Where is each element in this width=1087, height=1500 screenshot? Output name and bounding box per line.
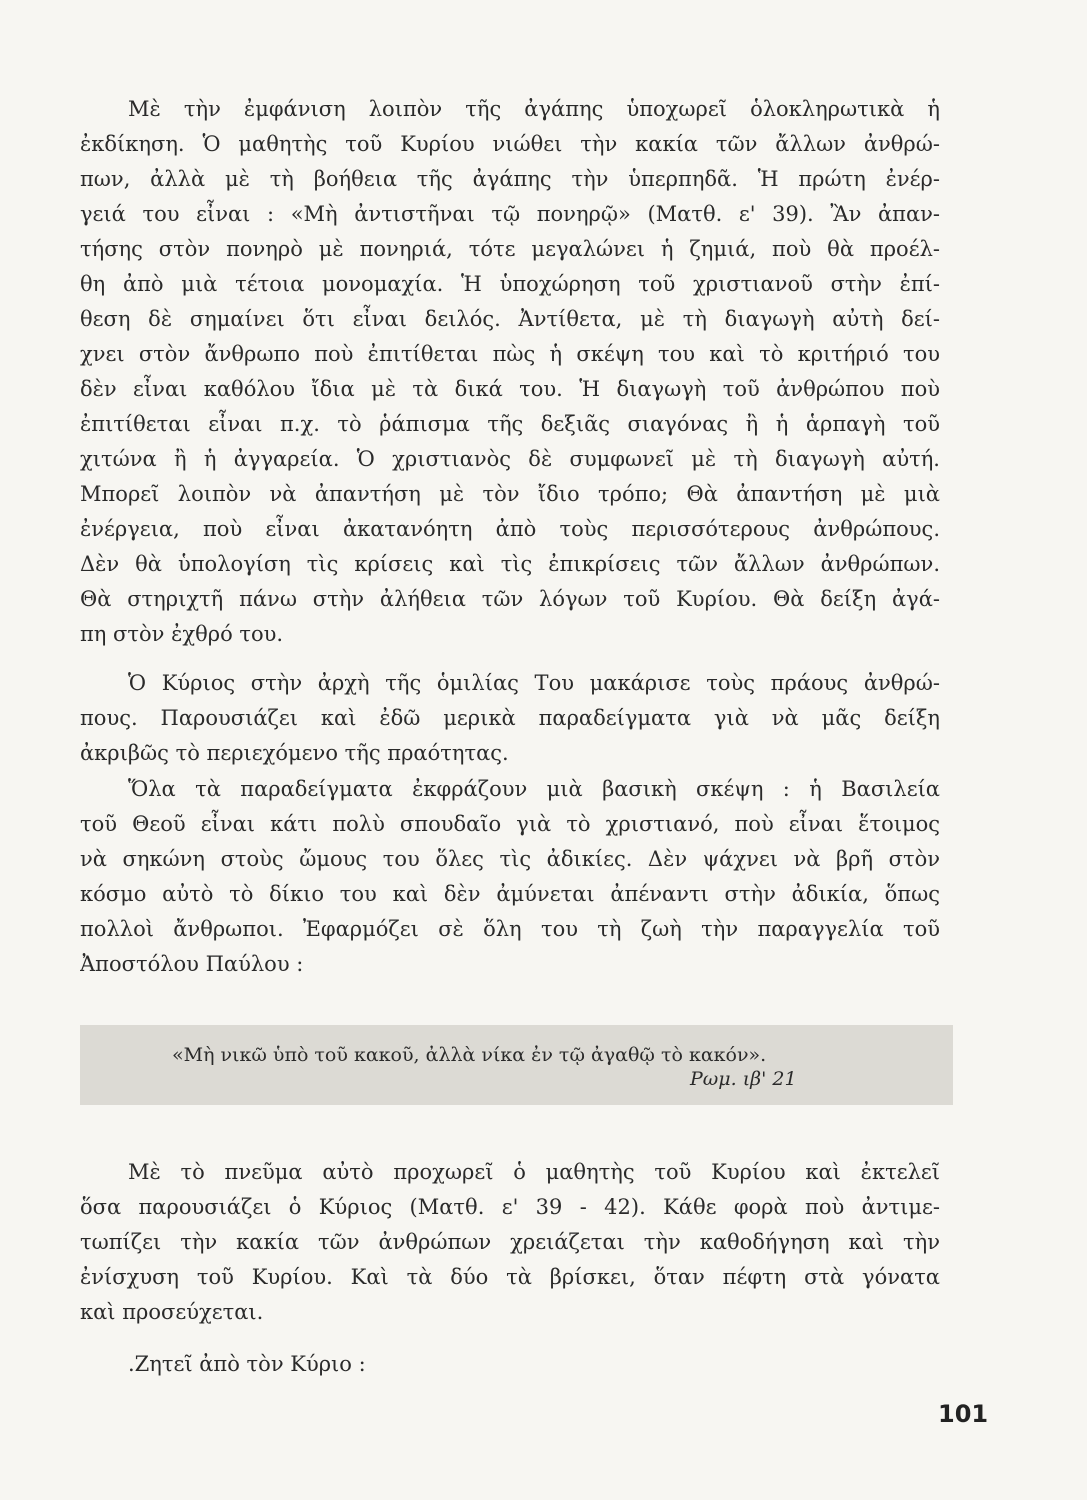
text-line: γειά του εἶναι : «Μὴ ἀντιστῆναι τῷ πονηρῷ» (Ματθ. ε' 39). Ἂν ἀπαν- bbox=[80, 202, 940, 226]
text-line: κόσμο αὐτὸ τὸ δίκιο του καὶ δὲν ἀμύνεται ἀπέναντι στὴν ἀδικία, ὅπως bbox=[80, 882, 940, 906]
text-line: νὰ σηκώνη στοὺς ὤμους του ὅλες τὶς ἀδικίες. Δὲν ψάχνει νὰ βρῆ στὸν bbox=[80, 847, 940, 871]
text-line: θη ἀπὸ μιὰ τέτοια μονομαχία. Ἡ ὑποχώρηση τοῦ χριστιανοῦ στὴν ἐπί- bbox=[80, 272, 940, 296]
text-line: ἐνέργεια, ποὺ εἶναι ἀκατανόητη ἀπὸ τοὺς περισσότερους ἀνθρώπους. bbox=[80, 517, 940, 541]
text-line: ἐκδίκηση. Ὁ μαθητὴς τοῦ Κυρίου νιώθει τὴν κακία τῶν ἄλλων ἀνθρώ- bbox=[80, 132, 940, 156]
text-line: θεση δὲ σημαίνει ὅτι εἶναι δειλός. Ἀντίθετα, μὲ τὴ διαγωγὴ αὐτὴ δεί- bbox=[80, 307, 940, 331]
text-line: ἐνίσχυση τοῦ Κυρίου. Καὶ τὰ δύο τὰ βρίσκει, ὅταν πέφτη στὰ γόνατα bbox=[80, 1265, 940, 1289]
text-line: πων, ἀλλὰ μὲ τὴ βοήθεια τῆς ἀγάπης τὴν ὑπερπηδᾶ. Ἡ πρώτη ἐνέρ- bbox=[80, 167, 940, 191]
text-line: ὅσα παρουσιάζει ὁ Κύριος (Ματθ. ε' 39 - 42). Κάθε φορὰ ποὺ ἀντιμε- bbox=[80, 1195, 940, 1219]
text-line: Ὅλα τὰ παραδείγματα ἐκφράζουν μιὰ βασικὴ σκέψη : ἡ Βασιλεία bbox=[128, 777, 940, 801]
text-line: τωπίζει τὴν κακία τῶν ἀνθρώπων χρειάζεται τὴν καθοδήγηση καὶ τὴν bbox=[80, 1230, 940, 1254]
text-line: δὲν εἶναι καθόλου ἴδια μὲ τὰ δικά του. Ἡ διαγωγὴ τοῦ ἀνθρώπου ποὺ bbox=[80, 377, 940, 401]
text-line: χνει στὸν ἄνθρωπο ποὺ ἐπιτίθεται πὼς ἡ σκέψη του καὶ τὸ κριτήριό του bbox=[80, 342, 940, 366]
text-line: Μὲ τὴν ἐμφάνιση λοιπὸν τῆς ἀγάπης ὑποχωρεῖ ὁλοκληρωτικὰ ἡ bbox=[128, 97, 940, 121]
text-line: Μπορεῖ λοιπὸν νὰ ἀπαντήση μὲ τὸν ἴδιο τρόπο; Θὰ ἀπαντήση μὲ μιὰ bbox=[80, 482, 940, 506]
text-line: Δὲν θὰ ὑπολογίση τὶς κρίσεις καὶ τὶς ἐπικρίσεις τῶν ἄλλων ἀνθρώπων. bbox=[80, 552, 940, 576]
quote-text: «Μὴ νικῶ ὑπὸ τοῦ κακοῦ, ἀλλὰ νίκα ἐν τῷ ἀγαθῷ τὸ κακόν». bbox=[172, 1044, 767, 1066]
paragraph-3 bbox=[80, 772, 940, 982]
text-line: Ἀποστόλου Παύλου : bbox=[80, 952, 304, 976]
quote-reference: Ρωμ. ιβ' 21 bbox=[690, 1068, 797, 1090]
page-number: 101 bbox=[938, 1400, 989, 1428]
paragraph-4 bbox=[80, 1155, 940, 1330]
text-line: .Ζητεῖ ἀπὸ τὸν Κύριο : bbox=[128, 1352, 366, 1376]
text-line: πολλοὶ ἄνθρωποι. Ἐφαρμόζει σὲ ὅλη του τὴ ζωὴ τὴν παραγγελία τοῦ bbox=[80, 917, 940, 941]
paragraph-1 bbox=[80, 92, 940, 652]
text-line: Ὁ Κύριος στὴν ἀρχὴ τῆς ὁμιλίας Του μακάρισε τοὺς πράους ἀνθρώ- bbox=[128, 671, 940, 695]
text-line: ἀκριβῶς τὸ περιεχόμενο τῆς πραότητας. bbox=[80, 741, 509, 765]
text-line: τήσης στὸν πονηρὸ μὲ πονηριά, τότε μεγαλώνει ἡ ζημιά, ποὺ θὰ προέλ- bbox=[80, 237, 940, 261]
paragraph-2 bbox=[80, 666, 940, 771]
text-line: τοῦ Θεοῦ εἶναι κάτι πολὺ σπουδαῖο γιὰ τὸ χριστιανό, ποὺ εἶναι ἕτοιμος bbox=[80, 812, 940, 836]
text-line: χιτώνα ἢ ἡ ἀγγαρεία. Ὁ χριστιανὸς δὲ συμφωνεῖ μὲ τὴ διαγωγὴ αὐτή. bbox=[80, 447, 940, 471]
paragraph-5 bbox=[80, 1347, 940, 1382]
text-line: Μὲ τὸ πνεῦμα αὐτὸ προχωρεῖ ὁ μαθητὴς τοῦ Κυρίου καὶ ἐκτελεῖ bbox=[128, 1160, 940, 1184]
text-line: πους. Παρουσιάζει καὶ ἐδῶ μερικὰ παραδείγματα γιὰ νὰ μᾶς δείξη bbox=[80, 706, 940, 730]
text-line: Θὰ στηριχτῆ πάνω στὴν ἀλήθεια τῶν λόγων τοῦ Κυρίου. Θὰ δείξη ἀγά- bbox=[80, 587, 940, 611]
text-line: πη στὸν ἐχθρό του. bbox=[80, 622, 284, 646]
text-line: ἐπιτίθεται εἶναι π.χ. τὸ ῥάπισμα τῆς δεξιᾶς σιαγόνας ἢ ἡ ἁρπαγὴ τοῦ bbox=[80, 412, 940, 436]
text-line: καὶ προσεύχεται. bbox=[80, 1300, 264, 1324]
